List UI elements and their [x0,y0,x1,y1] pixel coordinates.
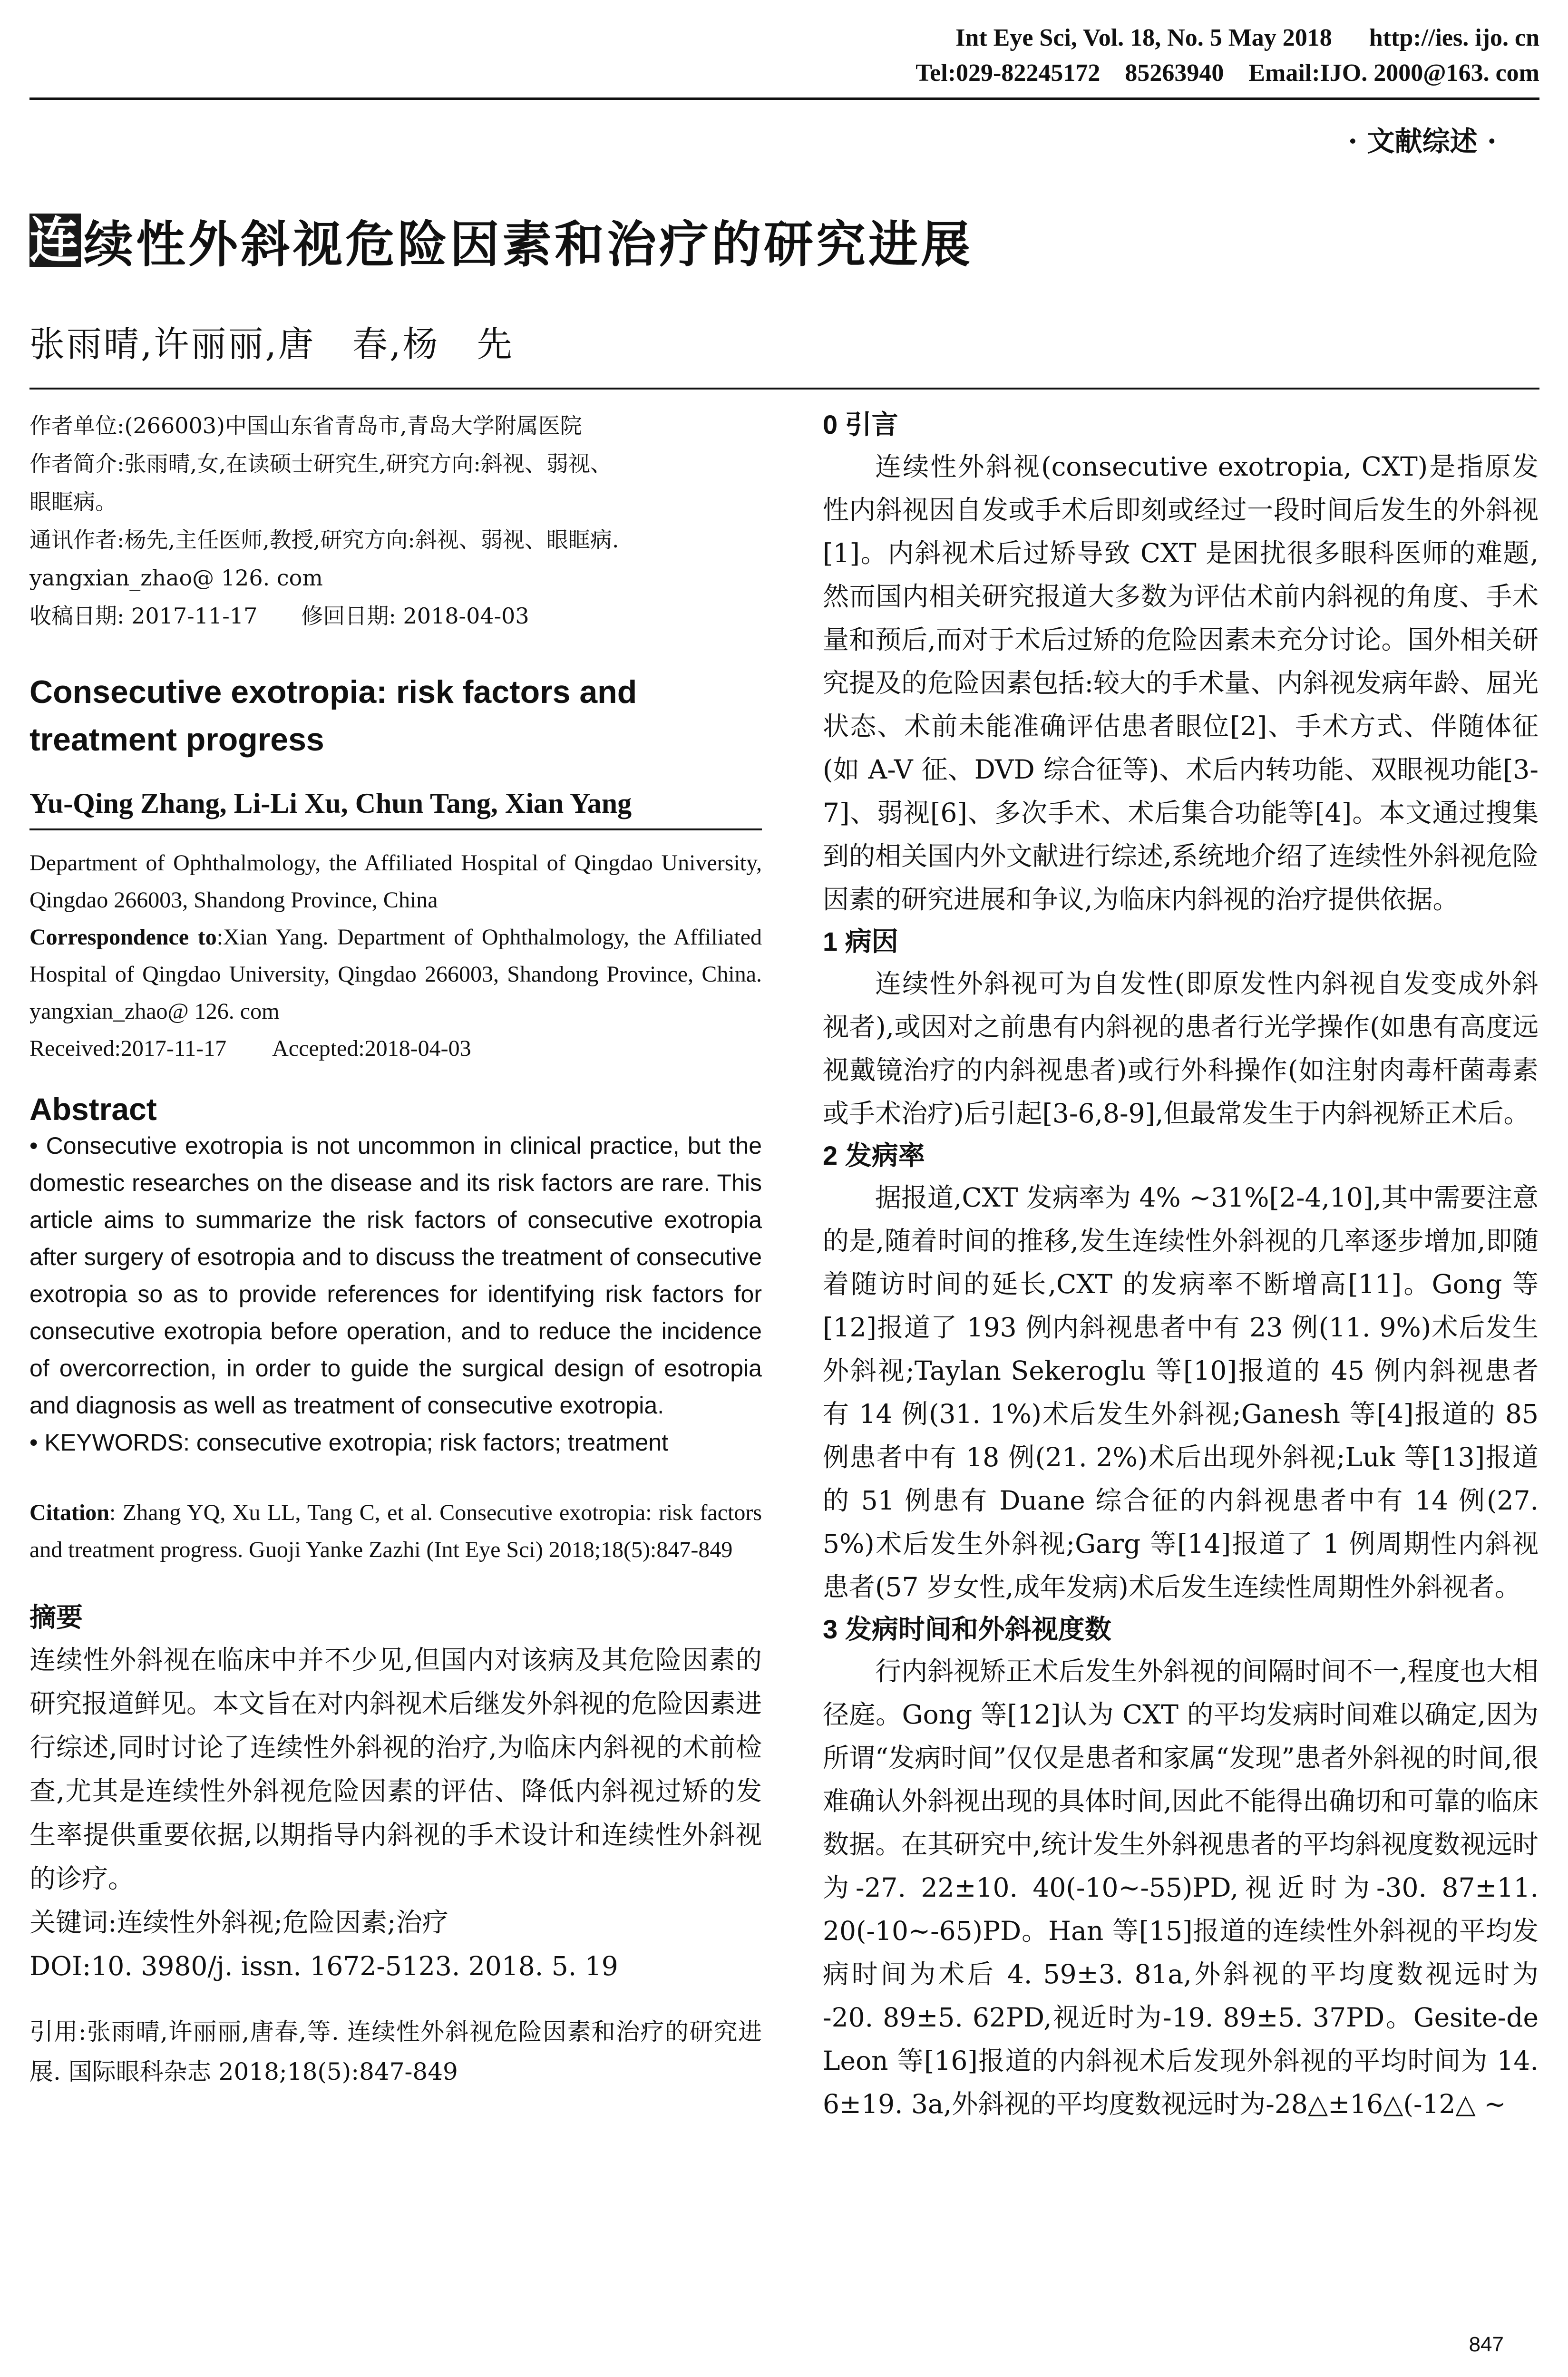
citation-text: : Zhang YQ, Xu LL, Tang C, et al. Consecutive exotropia: risk factors and treatment progress. Guoji Yanke Zazhi (Int Eye Sci) 2018;18(5):847-849 [29,1500,762,1562]
citation-label: Citation [29,1500,109,1525]
title-rule [29,388,1539,390]
section-heading: 3 发病时间和外斜视度数 [823,1614,1111,1644]
section-text: 据报道,CXT 发病率为 4% ~31%[2-4,10],其中需要注意的是,随着时间的推移,发生连续性外斜视的几率逐步增加,即随着随访时间的延长,CXT 的发病率不断增高[11]。Gong 等[12]报道了 193 例内斜视患者中有 23 例(11. 9%)术后发生外斜视;Taylan Sekeroglu 等[10]报道的 45 例内斜视患者有 14 例(31. 1%)术后发生外斜视;Ganesh 等[4]报道的 85 例患者中有 18 例(21. 2%)术后出现外斜视;Luk 等[13]报道的 51 例患有 Duane 综合征的内斜视患者中有 14 例(27. 5%)术后发生外斜视;Garg 等[14]报道了 1 例周期性内斜视患者(57 岁女性,成年发病)术后发生连续性周期性外斜视者。 [823,1182,1539,1602]
zh-keywords: 关键词:连续性外斜视;危险因素;治疗 [29,1907,448,1938]
keywords-en: • KEYWORDS: consecutive exotropia; risk factors; treatment [29,1429,668,1456]
zh-abstract-heading: 摘要 [29,1602,83,1632]
abstract-heading: Abstract [29,1091,157,1127]
journal-header-line2: Tel:029-82245172 85263940 Email:IJO. 2000@163. com [915,59,1539,87]
section-heading: 0 引言 [823,409,898,439]
section-onset [823,1609,1539,2126]
header-rule [29,97,1539,100]
left-column [29,407,762,2092]
section-heading: 2 发病率 [823,1140,925,1170]
section-incidence [823,1135,1539,1609]
doi: DOI:10. 3980/j. issn. 1672-5123. 2018. 5. 19 [29,1951,618,1981]
title-dropcap: 连 [29,211,82,269]
info-cn [29,407,762,635]
authors-cn: 张雨晴,许丽丽,唐 春,杨 先 [29,324,514,365]
correspondence-en [29,919,762,1030]
received-en: Received:2017-11-17 Accepted:2018-04-03 [29,1036,471,1061]
citation-en [29,1494,762,1568]
page-number: 847 [1469,2333,1504,2356]
english-authors: Yu-Qing Zhang, Li-Li Xu, Chun Tang, Xian Yang [29,788,632,819]
affiliation-en: Department of Ophthalmology, the Affiliated Hospital of Qingdao University, Qingdao 266003, Shandong Province, China [29,850,762,913]
correspondence-label: Correspondence to [29,925,217,950]
info-line: 作者单位:(266003)中国山东省青岛市,青岛大学附属医院 [29,413,582,438]
section-text: 连续性外斜视可为自发性(即原发性内斜视自发变成外斜视者),或因对之前患有内斜视的患者行光学操作(如患有高度远视戴镜治疗的内斜视患者)或行外科操作(如注射肉毒杆菌毒素或手术治疗)后引起[3-6,8-9],但最常发生于内斜视矫正术后。 [823,968,1539,1129]
article-title [29,205,973,276]
english-title: Consecutive exotropia: risk factors and treatment progress [29,674,637,758]
section-intro [823,404,1539,921]
info-line: 作者简介:张雨晴,女,在读硕士研究生,研究方向:斜视、弱视、 [29,451,612,477]
info-line: 收稿日期: 2017-11-17 修回日期: 2018-04-03 [29,603,529,629]
abstract-text: • Consecutive exotropia is not uncommon in clinical practice, but the domestic researches on the disease and its risk factors are rare. This article aims to summarize the risk factors of consecutive exotropia after surgery of esotropia and to discuss the treatment of consecutive exotropia so as to provide references for identifying risk factors for consecutive exotropia before operation, and to reduce the incidence of overcorrection, in order to guide the surgical design of esotropia and diagnosis as well as treatment of consecutive exotropia. [29,1132,762,1419]
info-line: 眼眶病。 [29,489,117,515]
section-etiology [823,921,1539,1135]
section-heading: 1 病因 [823,926,898,956]
zh-abstract: 连续性外斜视在临床中并不少见,但国内对该病及其危险因素的研究报道鲜见。本文旨在对内斜视术后继发外斜视的危险因素进行综述,同时讨论了连续性外斜视的治疗,为临床内斜视的术前检查,尤其是连续性外斜视危险因素的评估、降低内斜视过矫的发生率提供重要依据,以期指导内斜视的手术设计和连续性外斜视的诊疗。 [29,1645,762,1894]
info-line: 通讯作者:杨先,主任医师,教授,研究方向:斜视、弱视、眼眶病. [29,527,619,553]
right-column [823,404,1539,2126]
journal-header-line1: Int Eye Sci, Vol. 18, No. 5 May 2018 http://ies. ijo. cn [955,24,1539,51]
correspondence-text: :Xian Yang. Department of Ophthalmology, the Affiliated Hospital of Qingdao University, Qingdao 266003, Shandong Province, China. yangxian_zhao@ 126. com [29,925,762,1024]
english-authors-rule [29,828,762,830]
section-text: 连续性外斜视(consecutive exotropia, CXT)是指原发性内斜视因自发或手术后即刻或经过一段时间后发生的外斜视[1]。内斜视术后过矫导致 CXT 是困扰很多眼科医师的难题,然而国内相关研究报道大多数为评估术前内斜视的角度、手术量和预后,而对于术后过矫的危险因素未充分讨论。国外相关研究提及的危险因素包括:较大的手术量、内斜视发病年龄、屈光状态、术前未能准确评估患者眼位[2]、手术方式、伴随体征(如 A-V 征、DVD 综合征等)、术后内转功能、双眼视功能[3-7]、弱视[6]、多次手术、术后集合功能等[4]。本文通过搜集到的相关国内外文献进行综述,系统地介绍了连续性外斜视危险因素的研究进展和争议,为临床内斜视的治疗提供依据。 [823,451,1539,915]
section-text: 行内斜视矫正术后发生外斜视的间隔时间不一,程度也大相径庭。Gong 等[12]认为 CXT 的平均发病时间难以确定,因为所谓“发病时间”仅仅是患者和家属“发现”患者外斜视的时间,很难确认外斜视出现的具体时间,因此不能得出确切和可靠的临床数据。在其研究中,统计发生外斜视患者的平均斜视度数视远时为-27. 22±10. 40(-10~-55)PD,视近时为-30. 87±11. 20(-10~-65)PD。Han 等[15]报道的连续性外斜视的平均发病时间为术后 4. 59±3. 81a,外斜视的平均度数视远时为 -20. 89±5. 62PD,视近时为-19. 89±5. 37PD。Gesite-de Leon 等[16]报道的内斜视术后发现外斜视的平均时间为 14. 6±19. 3a,外斜视的平均度数视远时为-28△±16△(-12△ ~ [823,1656,1539,2119]
info-line: yangxian_zhao@ 126. com [29,565,323,591]
zh-citation: 引用:张雨晴,许丽丽,唐春,等. 连续性外斜视危险因素和治疗的研究进展. 国际眼科杂志 2018;18(5):847-849 [29,2018,762,2085]
section-tag: · 文献综述 · [1348,125,1497,157]
title-text: 续性外斜视危险因素和治疗的研究进展 [84,215,974,273]
